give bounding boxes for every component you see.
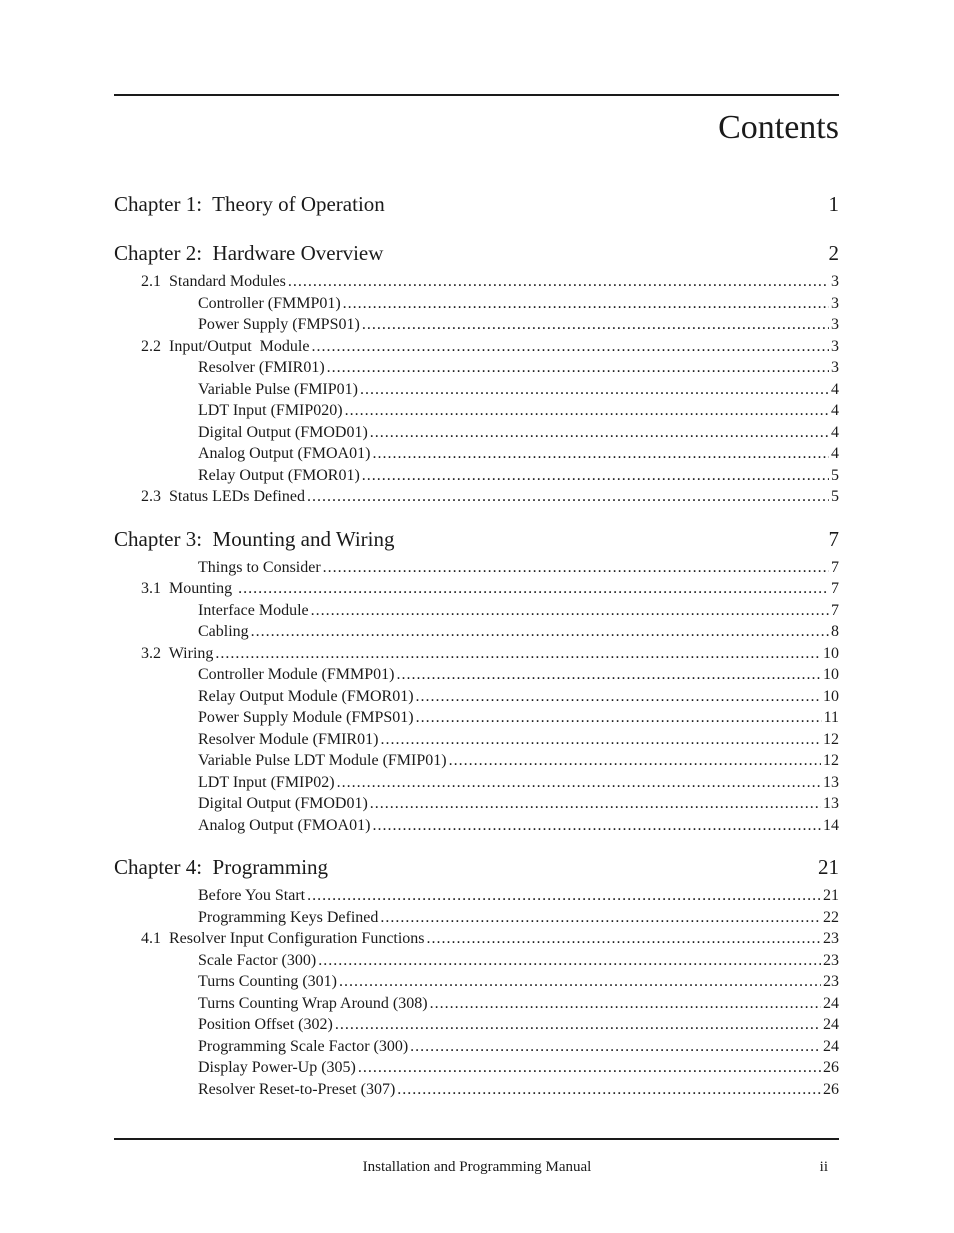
entry-label: Cabling bbox=[198, 623, 249, 640]
entry-label: Variable Pulse (FMIP01) bbox=[198, 380, 358, 398]
entry-page-number: 13 bbox=[823, 795, 839, 812]
entry-label: Scale Factor (300) bbox=[198, 951, 317, 969]
toc-chapter-heading[interactable] bbox=[114, 186, 839, 222]
entry-label: Digital Output (FMOD01) bbox=[198, 795, 368, 812]
dot-leader bbox=[362, 314, 829, 336]
toc-subsection-entry[interactable] bbox=[114, 1036, 839, 1058]
dot-leader bbox=[416, 686, 821, 708]
chapter-page-number: 7 bbox=[828, 526, 839, 551]
chapter-page-number: 1 bbox=[828, 192, 839, 216]
toc-chapter bbox=[114, 235, 839, 508]
entry-label: LDT Input (FMIP020) bbox=[198, 402, 343, 419]
entry-page-number: 4 bbox=[831, 445, 839, 462]
dot-leader bbox=[427, 928, 821, 950]
entry-page-number: 7 bbox=[831, 601, 839, 619]
toc-subsection-entry[interactable] bbox=[114, 465, 839, 487]
toc-subsection-entry[interactable] bbox=[114, 422, 839, 444]
entry-page-number: 5 bbox=[831, 466, 839, 484]
dot-leader bbox=[311, 600, 829, 622]
entry-page-number: 11 bbox=[823, 709, 839, 726]
entry-page-number: 23 bbox=[823, 930, 839, 947]
entry-label: 4.1 Resolver Input Configuration Functions bbox=[141, 930, 425, 947]
footer-rule bbox=[114, 1138, 839, 1140]
dot-leader bbox=[372, 815, 821, 837]
dot-leader bbox=[323, 557, 829, 579]
entry-label: Resolver (FMIR01) bbox=[198, 359, 325, 376]
entry-page-number: 10 bbox=[823, 687, 839, 705]
entry-label: Variable Pulse LDT Module (FMIP01) bbox=[198, 752, 447, 769]
chapter-title: Chapter 4: Programming bbox=[114, 855, 329, 879]
entry-label: Before You Start bbox=[198, 887, 306, 904]
dot-leader bbox=[337, 772, 821, 794]
entry-label: Controller (FMMP01) bbox=[198, 294, 341, 312]
entry-page-number: 3 bbox=[831, 359, 839, 376]
entry-page-number: 8 bbox=[831, 623, 839, 640]
entry-label: Things to Consider bbox=[198, 558, 321, 576]
footer-title: Installation and Programming Manual bbox=[362, 1159, 592, 1175]
entry-page-number: 22 bbox=[823, 908, 839, 926]
dot-leader bbox=[339, 971, 821, 993]
entry-label: Programming Keys Defined bbox=[198, 908, 379, 926]
entry-label: Turns Counting Wrap Around (308) bbox=[198, 994, 428, 1012]
dot-leader bbox=[449, 750, 821, 772]
toc-chapter-heading[interactable] bbox=[114, 521, 839, 557]
entry-label: Display Power-Up (305) bbox=[198, 1059, 356, 1076]
toc-section-entry[interactable] bbox=[114, 928, 839, 950]
entry-label: Power Supply Module (FMPS01) bbox=[198, 709, 414, 726]
chapter-page-number: 21 bbox=[818, 855, 839, 879]
entry-page-number: 4 bbox=[831, 380, 839, 398]
dot-leader bbox=[358, 1057, 821, 1079]
entry-page-number: 3 bbox=[831, 316, 839, 333]
entry-page-number: 13 bbox=[823, 773, 839, 791]
toc-chapter-heading[interactable] bbox=[114, 849, 839, 885]
toc-subsection-entry[interactable] bbox=[114, 907, 839, 929]
dot-leader bbox=[307, 486, 829, 508]
entry-label: Programming Scale Factor (300) bbox=[198, 1037, 409, 1055]
toc-section-entry[interactable] bbox=[114, 486, 839, 508]
entry-page-number: 23 bbox=[823, 973, 839, 990]
entry-page-number: 24 bbox=[823, 1037, 839, 1055]
entry-label: Relay Output Module (FMOR01) bbox=[198, 687, 414, 705]
table-of-contents bbox=[114, 186, 839, 1113]
entry-label: 3.1 Mounting bbox=[141, 580, 237, 597]
header-rule bbox=[114, 94, 839, 96]
toc-subsection-entry[interactable] bbox=[114, 600, 839, 622]
dot-leader bbox=[238, 578, 829, 600]
entry-label: Power Supply (FMPS01) bbox=[198, 316, 360, 333]
toc-subsection-entry[interactable] bbox=[114, 707, 839, 729]
toc-subsection-entry[interactable] bbox=[114, 379, 839, 401]
toc-chapter-heading[interactable] bbox=[114, 235, 839, 271]
entry-label: Interface Module bbox=[198, 601, 309, 619]
toc-subsection-entry[interactable] bbox=[114, 314, 839, 336]
dot-leader bbox=[396, 664, 821, 686]
dot-leader bbox=[397, 1079, 821, 1101]
dot-leader bbox=[327, 357, 829, 379]
toc-subsection-entry[interactable] bbox=[114, 664, 839, 686]
dot-leader bbox=[251, 621, 829, 643]
entry-page-number: 12 bbox=[823, 752, 839, 769]
chapter-title: Chapter 2: Hardware Overview bbox=[114, 241, 384, 265]
toc-subsection-entry[interactable] bbox=[114, 293, 839, 315]
toc-subsection-entry[interactable] bbox=[114, 729, 839, 751]
dot-leader bbox=[288, 271, 829, 293]
toc-subsection-entry[interactable] bbox=[114, 793, 839, 815]
toc-subsection-entry[interactable] bbox=[114, 750, 839, 772]
toc-subsection-entry[interactable] bbox=[114, 993, 839, 1015]
entry-page-number: 5 bbox=[831, 488, 839, 505]
toc-subsection-entry[interactable] bbox=[114, 357, 839, 379]
dot-leader bbox=[307, 885, 821, 907]
dot-leader bbox=[370, 422, 829, 444]
entry-page-number: 7 bbox=[831, 558, 839, 576]
toc-chapter bbox=[114, 521, 839, 837]
dot-leader bbox=[416, 707, 822, 729]
toc-subsection-entry[interactable] bbox=[114, 772, 839, 794]
toc-subsection-entry[interactable] bbox=[114, 557, 839, 579]
chapter-page-number: 2 bbox=[828, 241, 839, 265]
entry-label: LDT Input (FMIP02) bbox=[198, 773, 335, 791]
chapter-title: Chapter 1: Theory of Operation bbox=[114, 192, 385, 216]
toc-subsection-entry[interactable] bbox=[114, 443, 839, 465]
entry-page-number: 24 bbox=[823, 994, 839, 1012]
dot-leader bbox=[430, 993, 821, 1015]
toc-subsection-entry[interactable] bbox=[114, 950, 839, 972]
toc-subsection-entry[interactable] bbox=[114, 1057, 839, 1079]
entry-label: Turns Counting (301) bbox=[198, 973, 337, 990]
chapter-title: Chapter 3: Mounting and Wiring bbox=[114, 526, 395, 551]
entry-page-number: 12 bbox=[823, 730, 839, 748]
page-title: Contents bbox=[718, 109, 839, 146]
toc-subsection-entry[interactable] bbox=[114, 1014, 839, 1036]
dot-leader bbox=[318, 950, 821, 972]
entry-page-number: 10 bbox=[823, 644, 839, 662]
dot-leader bbox=[362, 465, 829, 487]
toc-subsection-entry[interactable] bbox=[114, 1079, 839, 1101]
toc-subsection-entry[interactable] bbox=[114, 885, 839, 907]
toc-subsection-entry[interactable] bbox=[114, 815, 839, 837]
dot-leader bbox=[372, 443, 829, 465]
toc-section-entry[interactable] bbox=[114, 643, 839, 665]
footer-page-number: ii bbox=[819, 1159, 828, 1175]
entry-label: Resolver Module (FMIR01) bbox=[198, 730, 379, 748]
entry-page-number: 7 bbox=[831, 580, 839, 597]
dot-leader bbox=[345, 400, 829, 422]
toc-subsection-entry[interactable] bbox=[114, 621, 839, 643]
toc-section-entry[interactable] bbox=[114, 336, 839, 358]
entry-label: Relay Output (FMOR01) bbox=[198, 466, 360, 484]
entry-label: 2.1 Standard Modules bbox=[141, 273, 286, 290]
entry-label: Position Offset (302) bbox=[198, 1016, 333, 1033]
dot-leader bbox=[380, 729, 821, 751]
entry-page-number: 4 bbox=[831, 423, 839, 441]
toc-chapter bbox=[114, 849, 839, 1100]
dot-leader bbox=[380, 907, 821, 929]
toc-subsection-entry[interactable] bbox=[114, 971, 839, 993]
dot-leader bbox=[370, 793, 821, 815]
toc-subsection-entry[interactable] bbox=[114, 400, 839, 422]
entry-label: Controller Module (FMMP01) bbox=[198, 666, 395, 683]
entry-label: Resolver Reset-to-Preset (307) bbox=[198, 1080, 396, 1098]
entry-page-number: 26 bbox=[823, 1080, 839, 1098]
dot-leader bbox=[335, 1014, 821, 1036]
entry-label: 3.2 Wiring bbox=[141, 644, 214, 662]
entry-page-number: 23 bbox=[823, 951, 839, 969]
entry-page-number: 4 bbox=[831, 402, 839, 419]
entry-label: Analog Output (FMOA01) bbox=[198, 816, 371, 834]
entry-page-number: 3 bbox=[831, 273, 839, 290]
entry-page-number: 10 bbox=[823, 666, 839, 683]
dot-leader bbox=[311, 336, 829, 358]
entry-page-number: 3 bbox=[831, 294, 839, 312]
entry-label: 2.3 Status LEDs Defined bbox=[141, 488, 305, 505]
dot-leader bbox=[215, 643, 821, 665]
entry-label: Digital Output (FMOD01) bbox=[198, 423, 368, 441]
entry-label: Analog Output (FMOA01) bbox=[198, 445, 371, 462]
dot-leader bbox=[410, 1036, 821, 1058]
toc-subsection-entry[interactable] bbox=[114, 686, 839, 708]
entry-page-number: 26 bbox=[823, 1059, 839, 1076]
entry-page-number: 21 bbox=[823, 887, 839, 904]
entry-label: 2.2 Input/Output Module bbox=[141, 337, 310, 355]
entry-page-number: 3 bbox=[831, 337, 839, 355]
dot-leader bbox=[360, 379, 829, 401]
toc-section-entry[interactable] bbox=[114, 578, 839, 600]
entry-page-number: 14 bbox=[823, 816, 839, 834]
toc-section-entry[interactable] bbox=[114, 271, 839, 293]
toc-chapter bbox=[114, 186, 839, 222]
entry-page-number: 24 bbox=[823, 1016, 839, 1033]
dot-leader bbox=[343, 293, 829, 315]
